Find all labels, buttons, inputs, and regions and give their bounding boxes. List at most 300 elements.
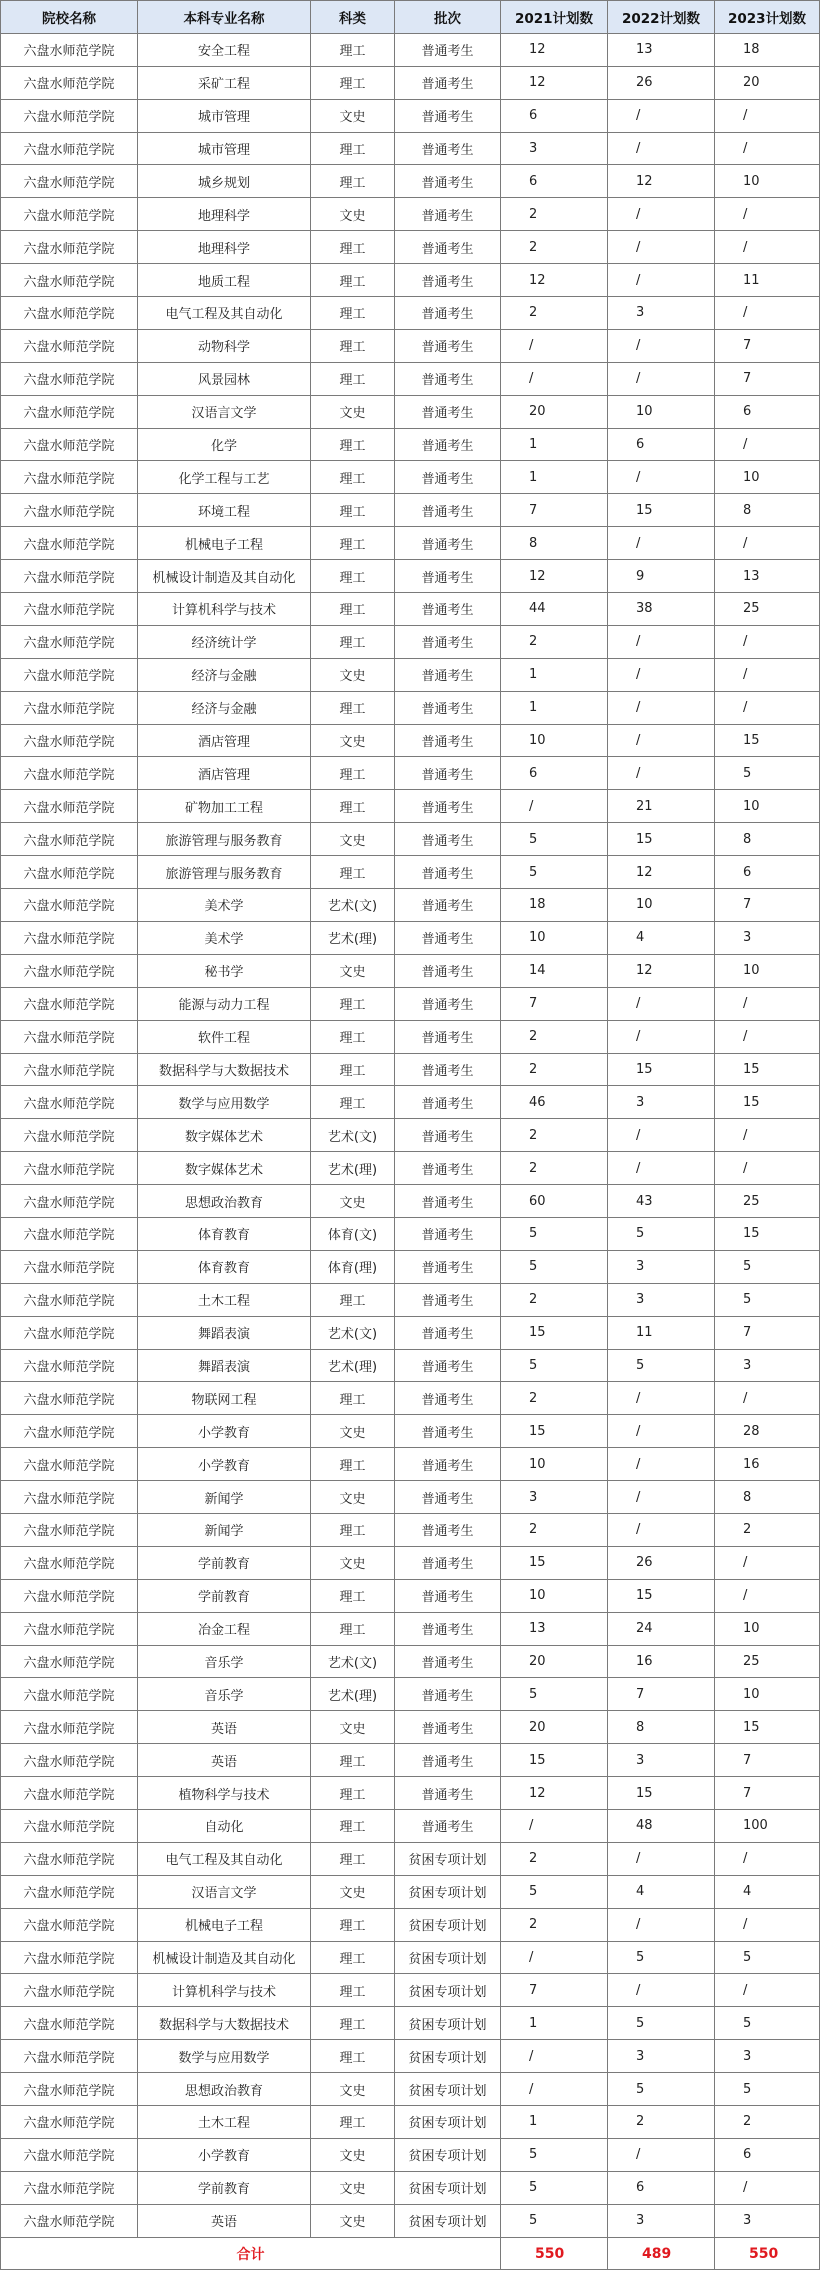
school-cell: 六盘水师范学院 bbox=[1, 1875, 138, 1908]
plan-2021-cell: 2 bbox=[501, 1053, 608, 1086]
major-cell: 能源与动力工程 bbox=[138, 987, 311, 1020]
plan-2023-cell: 3 bbox=[715, 1349, 820, 1382]
table-row bbox=[1, 560, 820, 593]
major-cell: 地质工程 bbox=[138, 264, 311, 297]
major-cell: 化学 bbox=[138, 428, 311, 461]
batch-cell: 普通考生 bbox=[395, 231, 501, 264]
plan-2021-cell: 13 bbox=[501, 1612, 608, 1645]
major-cell: 电气工程及其自动化 bbox=[138, 297, 311, 330]
plan-2021-cell: 10 bbox=[501, 724, 608, 757]
school-cell: 六盘水师范学院 bbox=[1, 1086, 138, 1119]
plan-2022-cell: 10 bbox=[608, 889, 715, 922]
plan-2021-cell: 5 bbox=[501, 2204, 608, 2237]
school-cell: 六盘水师范学院 bbox=[1, 1513, 138, 1546]
major-cell: 美术学 bbox=[138, 889, 311, 922]
batch-cell: 贫困专项计划 bbox=[395, 2007, 501, 2040]
plan-2023-cell: 3 bbox=[715, 921, 820, 954]
table-body bbox=[1, 33, 820, 2237]
plan-2023-cell: 5 bbox=[715, 1941, 820, 1974]
major-cell: 经济与金融 bbox=[138, 691, 311, 724]
table-row bbox=[1, 987, 820, 1020]
plan-2023-cell: 25 bbox=[715, 593, 820, 626]
batch-cell: 贫困专项计划 bbox=[395, 1974, 501, 2007]
plan-2023-cell: 7 bbox=[715, 1777, 820, 1810]
plan-2023-cell: 15 bbox=[715, 1711, 820, 1744]
category-cell: 理工 bbox=[311, 2007, 395, 2040]
plan-2022-cell: 6 bbox=[608, 2171, 715, 2204]
plan-2022-cell: 3 bbox=[608, 2204, 715, 2237]
batch-cell: 贫困专项计划 bbox=[395, 2073, 501, 2106]
category-cell: 理工 bbox=[311, 66, 395, 99]
school-cell: 六盘水师范学院 bbox=[1, 691, 138, 724]
plan-2023-cell: 15 bbox=[715, 724, 820, 757]
table-row bbox=[1, 1546, 820, 1579]
header-2022: 2022计划数 bbox=[608, 1, 715, 34]
table-row bbox=[1, 2040, 820, 2073]
batch-cell: 普通考生 bbox=[395, 198, 501, 231]
category-cell: 理工 bbox=[311, 527, 395, 560]
plan-2022-cell: 26 bbox=[608, 66, 715, 99]
major-cell: 机械电子工程 bbox=[138, 527, 311, 560]
table-row bbox=[1, 1645, 820, 1678]
plan-2022-cell: 5 bbox=[608, 1941, 715, 1974]
header-major: 本科专业名称 bbox=[138, 1, 311, 34]
major-cell: 小学教育 bbox=[138, 1448, 311, 1481]
school-cell: 六盘水师范学院 bbox=[1, 1711, 138, 1744]
header-category: 科类 bbox=[311, 1, 395, 34]
plan-2023-cell: / bbox=[715, 1908, 820, 1941]
plan-2023-cell: 13 bbox=[715, 560, 820, 593]
table-row bbox=[1, 198, 820, 231]
school-cell: 六盘水师范学院 bbox=[1, 1481, 138, 1514]
batch-cell: 普通考生 bbox=[395, 1152, 501, 1185]
plan-2021-cell: / bbox=[501, 1941, 608, 1974]
plan-2021-cell: 2 bbox=[501, 1908, 608, 1941]
plan-2021-cell: 12 bbox=[501, 560, 608, 593]
header-2023: 2023计划数 bbox=[715, 1, 820, 34]
school-cell: 六盘水师范学院 bbox=[1, 2040, 138, 2073]
plan-2022-cell: 13 bbox=[608, 33, 715, 66]
table-row bbox=[1, 1283, 820, 1316]
plan-2022-cell: / bbox=[608, 1382, 715, 1415]
batch-cell: 贫困专项计划 bbox=[395, 2204, 501, 2237]
plan-2021-cell: 12 bbox=[501, 66, 608, 99]
plan-2022-cell: 11 bbox=[608, 1316, 715, 1349]
plan-2021-cell: 15 bbox=[501, 1415, 608, 1448]
category-cell: 理工 bbox=[311, 625, 395, 658]
plan-2023-cell: 5 bbox=[715, 757, 820, 790]
batch-cell: 普通考生 bbox=[395, 1415, 501, 1448]
table-row bbox=[1, 1612, 820, 1645]
school-cell: 六盘水师范学院 bbox=[1, 33, 138, 66]
major-cell: 采矿工程 bbox=[138, 66, 311, 99]
school-cell: 六盘水师范学院 bbox=[1, 593, 138, 626]
header-school: 院校名称 bbox=[1, 1, 138, 34]
plan-2022-cell: 15 bbox=[608, 494, 715, 527]
plan-2022-cell: 5 bbox=[608, 1349, 715, 1382]
major-cell: 自动化 bbox=[138, 1809, 311, 1842]
school-cell: 六盘水师范学院 bbox=[1, 1415, 138, 1448]
plan-2022-cell: 3 bbox=[608, 1086, 715, 1119]
table-row bbox=[1, 2171, 820, 2204]
school-cell: 六盘水师范学院 bbox=[1, 2138, 138, 2171]
batch-cell: 普通考生 bbox=[395, 527, 501, 560]
major-cell: 地理科学 bbox=[138, 198, 311, 231]
plan-2022-cell: / bbox=[608, 724, 715, 757]
major-cell: 数学与应用数学 bbox=[138, 2040, 311, 2073]
school-cell: 六盘水师范学院 bbox=[1, 790, 138, 823]
school-cell: 六盘水师范学院 bbox=[1, 132, 138, 165]
plan-2023-cell: / bbox=[715, 1020, 820, 1053]
batch-cell: 普通考生 bbox=[395, 1020, 501, 1053]
table-row bbox=[1, 1777, 820, 1810]
major-cell: 旅游管理与服务教育 bbox=[138, 823, 311, 856]
table-row bbox=[1, 691, 820, 724]
plan-2022-cell: 15 bbox=[608, 1777, 715, 1810]
plan-2021-cell: 7 bbox=[501, 987, 608, 1020]
category-cell: 理工 bbox=[311, 790, 395, 823]
plan-2023-cell: / bbox=[715, 1382, 820, 1415]
batch-cell: 普通考生 bbox=[395, 395, 501, 428]
school-cell: 六盘水师范学院 bbox=[1, 1020, 138, 1053]
plan-2021-cell: 3 bbox=[501, 132, 608, 165]
plan-2023-cell: 16 bbox=[715, 1448, 820, 1481]
plan-2021-cell: / bbox=[501, 2040, 608, 2073]
plan-2021-cell: 7 bbox=[501, 494, 608, 527]
table-row bbox=[1, 1908, 820, 1941]
category-cell: 艺术(文) bbox=[311, 889, 395, 922]
category-cell: 艺术(理) bbox=[311, 1152, 395, 1185]
table-row bbox=[1, 1513, 820, 1546]
major-cell: 旅游管理与服务教育 bbox=[138, 856, 311, 889]
school-cell: 六盘水师范学院 bbox=[1, 889, 138, 922]
category-cell: 理工 bbox=[311, 494, 395, 527]
school-cell: 六盘水师范学院 bbox=[1, 264, 138, 297]
plan-2021-cell: 1 bbox=[501, 428, 608, 461]
plan-2021-cell: 6 bbox=[501, 757, 608, 790]
plan-2023-cell: 10 bbox=[715, 790, 820, 823]
plan-2023-cell: / bbox=[715, 132, 820, 165]
table-row bbox=[1, 658, 820, 691]
major-cell: 机械设计制造及其自动化 bbox=[138, 560, 311, 593]
school-cell: 六盘水师范学院 bbox=[1, 757, 138, 790]
school-cell: 六盘水师范学院 bbox=[1, 362, 138, 395]
plan-2021-cell: 5 bbox=[501, 1349, 608, 1382]
plan-2021-cell: 2 bbox=[501, 198, 608, 231]
batch-cell: 贫困专项计划 bbox=[395, 1908, 501, 1941]
plan-2021-cell: 1 bbox=[501, 2007, 608, 2040]
table-row bbox=[1, 1415, 820, 1448]
major-cell: 电气工程及其自动化 bbox=[138, 1842, 311, 1875]
school-cell: 六盘水师范学院 bbox=[1, 1448, 138, 1481]
total-label: 合计 bbox=[1, 2237, 501, 2270]
major-cell: 经济统计学 bbox=[138, 625, 311, 658]
school-cell: 六盘水师范学院 bbox=[1, 2073, 138, 2106]
plan-2023-cell: / bbox=[715, 1152, 820, 1185]
major-cell: 音乐学 bbox=[138, 1645, 311, 1678]
plan-2022-cell: 12 bbox=[608, 165, 715, 198]
plan-2022-cell: 26 bbox=[608, 1546, 715, 1579]
school-cell: 六盘水师范学院 bbox=[1, 658, 138, 691]
category-cell: 理工 bbox=[311, 757, 395, 790]
major-cell: 数据科学与大数据技术 bbox=[138, 1053, 311, 1086]
plan-2021-cell: 2 bbox=[501, 1119, 608, 1152]
category-cell: 文史 bbox=[311, 1481, 395, 1514]
batch-cell: 普通考生 bbox=[395, 1349, 501, 1382]
plan-2022-cell: 12 bbox=[608, 856, 715, 889]
plan-2023-cell: 7 bbox=[715, 1316, 820, 1349]
table-row bbox=[1, 1020, 820, 1053]
school-cell: 六盘水师范学院 bbox=[1, 2171, 138, 2204]
plan-2023-cell: 15 bbox=[715, 1217, 820, 1250]
plan-2021-cell: 44 bbox=[501, 593, 608, 626]
plan-2022-cell: / bbox=[608, 264, 715, 297]
plan-2023-cell: 8 bbox=[715, 494, 820, 527]
category-cell: 体育(理) bbox=[311, 1250, 395, 1283]
major-cell: 新闻学 bbox=[138, 1481, 311, 1514]
table-row bbox=[1, 1119, 820, 1152]
batch-cell: 贫困专项计划 bbox=[395, 2106, 501, 2139]
batch-cell: 贫困专项计划 bbox=[395, 2138, 501, 2171]
plan-2023-cell: 10 bbox=[715, 165, 820, 198]
batch-cell: 普通考生 bbox=[395, 1086, 501, 1119]
major-cell: 城乡规划 bbox=[138, 165, 311, 198]
table-row bbox=[1, 1217, 820, 1250]
table-row bbox=[1, 856, 820, 889]
category-cell: 艺术(文) bbox=[311, 1316, 395, 1349]
plan-2022-cell: / bbox=[608, 757, 715, 790]
table-row bbox=[1, 329, 820, 362]
plan-2022-cell: 4 bbox=[608, 1875, 715, 1908]
plan-2021-cell: 6 bbox=[501, 99, 608, 132]
header-2021: 2021计划数 bbox=[501, 1, 608, 34]
plan-2022-cell: / bbox=[608, 1119, 715, 1152]
plan-2023-cell: 5 bbox=[715, 2073, 820, 2106]
plan-2021-cell: 2 bbox=[501, 1513, 608, 1546]
table-header-row bbox=[1, 1, 820, 34]
table-row bbox=[1, 954, 820, 987]
plan-2021-cell: 12 bbox=[501, 1777, 608, 1810]
plan-2023-cell: 7 bbox=[715, 889, 820, 922]
school-cell: 六盘水师范学院 bbox=[1, 527, 138, 560]
table-row bbox=[1, 757, 820, 790]
plan-2023-cell: 6 bbox=[715, 856, 820, 889]
plan-2023-cell: / bbox=[715, 987, 820, 1020]
school-cell: 六盘水师范学院 bbox=[1, 1744, 138, 1777]
plan-2023-cell: 8 bbox=[715, 1481, 820, 1514]
school-cell: 六盘水师范学院 bbox=[1, 1777, 138, 1810]
category-cell: 理工 bbox=[311, 1744, 395, 1777]
major-cell: 舞蹈表演 bbox=[138, 1316, 311, 1349]
major-cell: 酒店管理 bbox=[138, 724, 311, 757]
plan-2022-cell: 43 bbox=[608, 1185, 715, 1218]
plan-2022-cell: 3 bbox=[608, 1283, 715, 1316]
school-cell: 六盘水师范学院 bbox=[1, 625, 138, 658]
batch-cell: 普通考生 bbox=[395, 1185, 501, 1218]
category-cell: 理工 bbox=[311, 2040, 395, 2073]
plan-2021-cell: 2 bbox=[501, 231, 608, 264]
category-cell: 文史 bbox=[311, 99, 395, 132]
table-row bbox=[1, 790, 820, 823]
plan-2023-cell: 11 bbox=[715, 264, 820, 297]
table-row bbox=[1, 428, 820, 461]
school-cell: 六盘水师范学院 bbox=[1, 2204, 138, 2237]
school-cell: 六盘水师范学院 bbox=[1, 954, 138, 987]
category-cell: 文史 bbox=[311, 954, 395, 987]
table-row bbox=[1, 264, 820, 297]
total-2023: 550 bbox=[715, 2237, 820, 2270]
school-cell: 六盘水师范学院 bbox=[1, 921, 138, 954]
plan-2021-cell: 1 bbox=[501, 461, 608, 494]
school-cell: 六盘水师范学院 bbox=[1, 395, 138, 428]
plan-2021-cell: 20 bbox=[501, 1645, 608, 1678]
table-row bbox=[1, 461, 820, 494]
category-cell: 文史 bbox=[311, 2073, 395, 2106]
batch-cell: 普通考生 bbox=[395, 823, 501, 856]
category-cell: 理工 bbox=[311, 1513, 395, 1546]
major-cell: 化学工程与工艺 bbox=[138, 461, 311, 494]
plan-2022-cell: / bbox=[608, 198, 715, 231]
school-cell: 六盘水师范学院 bbox=[1, 856, 138, 889]
table-row bbox=[1, 2007, 820, 2040]
table-row bbox=[1, 2138, 820, 2171]
total-row bbox=[1, 2237, 820, 2270]
plan-2021-cell: / bbox=[501, 790, 608, 823]
plan-2021-cell: 15 bbox=[501, 1546, 608, 1579]
table-row bbox=[1, 1678, 820, 1711]
table-row bbox=[1, 99, 820, 132]
school-cell: 六盘水师范学院 bbox=[1, 1217, 138, 1250]
table-row bbox=[1, 1250, 820, 1283]
plan-2021-cell: 15 bbox=[501, 1316, 608, 1349]
category-cell: 理工 bbox=[311, 1053, 395, 1086]
plan-2022-cell: 6 bbox=[608, 428, 715, 461]
school-cell: 六盘水师范学院 bbox=[1, 494, 138, 527]
batch-cell: 普通考生 bbox=[395, 757, 501, 790]
plan-2022-cell: / bbox=[608, 1513, 715, 1546]
plan-2022-cell: 2 bbox=[608, 2106, 715, 2139]
school-cell: 六盘水师范学院 bbox=[1, 1152, 138, 1185]
category-cell: 文史 bbox=[311, 2204, 395, 2237]
batch-cell: 普通考生 bbox=[395, 1809, 501, 1842]
plan-2023-cell: 5 bbox=[715, 1250, 820, 1283]
category-cell: 艺术(文) bbox=[311, 1645, 395, 1678]
batch-cell: 普通考生 bbox=[395, 954, 501, 987]
category-cell: 文史 bbox=[311, 1185, 395, 1218]
batch-cell: 普通考生 bbox=[395, 1382, 501, 1415]
plan-2023-cell: / bbox=[715, 99, 820, 132]
table-row bbox=[1, 1448, 820, 1481]
school-cell: 六盘水师范学院 bbox=[1, 1809, 138, 1842]
plan-2021-cell: 20 bbox=[501, 1711, 608, 1744]
plan-2021-cell: / bbox=[501, 1809, 608, 1842]
batch-cell: 普通考生 bbox=[395, 691, 501, 724]
category-cell: 理工 bbox=[311, 264, 395, 297]
plan-2023-cell: 6 bbox=[715, 2138, 820, 2171]
header-batch: 批次 bbox=[395, 1, 501, 34]
plan-2023-cell: / bbox=[715, 625, 820, 658]
table-row bbox=[1, 165, 820, 198]
plan-2021-cell: 2 bbox=[501, 297, 608, 330]
plan-2021-cell: 10 bbox=[501, 1579, 608, 1612]
category-cell: 理工 bbox=[311, 132, 395, 165]
batch-cell: 普通考生 bbox=[395, 593, 501, 626]
plan-2022-cell: / bbox=[608, 461, 715, 494]
plan-2022-cell: / bbox=[608, 1152, 715, 1185]
major-cell: 英语 bbox=[138, 1711, 311, 1744]
plan-2021-cell: 5 bbox=[501, 2171, 608, 2204]
category-cell: 文史 bbox=[311, 2138, 395, 2171]
plan-2022-cell: / bbox=[608, 658, 715, 691]
major-cell: 汉语言文学 bbox=[138, 1875, 311, 1908]
batch-cell: 普通考生 bbox=[395, 329, 501, 362]
plan-2021-cell: 60 bbox=[501, 1185, 608, 1218]
category-cell: 理工 bbox=[311, 1612, 395, 1645]
plan-2021-cell: 2 bbox=[501, 1283, 608, 1316]
plan-2023-cell: / bbox=[715, 527, 820, 560]
category-cell: 理工 bbox=[311, 691, 395, 724]
batch-cell: 普通考生 bbox=[395, 297, 501, 330]
plan-2023-cell: 10 bbox=[715, 461, 820, 494]
major-cell: 小学教育 bbox=[138, 1415, 311, 1448]
batch-cell: 普通考生 bbox=[395, 1711, 501, 1744]
table-row bbox=[1, 132, 820, 165]
plan-2023-cell: 10 bbox=[715, 1678, 820, 1711]
plan-2022-cell: / bbox=[608, 1974, 715, 2007]
category-cell: 理工 bbox=[311, 297, 395, 330]
batch-cell: 普通考生 bbox=[395, 66, 501, 99]
plan-2023-cell: 25 bbox=[715, 1185, 820, 1218]
plan-2021-cell: 2 bbox=[501, 1842, 608, 1875]
category-cell: 理工 bbox=[311, 2106, 395, 2139]
plan-2022-cell: 10 bbox=[608, 395, 715, 428]
major-cell: 学前教育 bbox=[138, 2171, 311, 2204]
plan-2022-cell: 7 bbox=[608, 1678, 715, 1711]
school-cell: 六盘水师范学院 bbox=[1, 329, 138, 362]
table-row bbox=[1, 1974, 820, 2007]
plan-2022-cell: 5 bbox=[608, 2007, 715, 2040]
table-row bbox=[1, 1086, 820, 1119]
batch-cell: 普通考生 bbox=[395, 1250, 501, 1283]
plan-2021-cell: 12 bbox=[501, 33, 608, 66]
major-cell: 数据科学与大数据技术 bbox=[138, 2007, 311, 2040]
plan-2021-cell: / bbox=[501, 362, 608, 395]
plan-2022-cell: 9 bbox=[608, 560, 715, 593]
school-cell: 六盘水师范学院 bbox=[1, 1612, 138, 1645]
plan-2023-cell: 7 bbox=[715, 1744, 820, 1777]
category-cell: 理工 bbox=[311, 1579, 395, 1612]
plan-2022-cell: / bbox=[608, 1415, 715, 1448]
plan-2023-cell: / bbox=[715, 1119, 820, 1152]
school-cell: 六盘水师范学院 bbox=[1, 165, 138, 198]
plan-2021-cell: 8 bbox=[501, 527, 608, 560]
plan-2021-cell: / bbox=[501, 329, 608, 362]
major-cell: 学前教育 bbox=[138, 1546, 311, 1579]
plan-2022-cell: 15 bbox=[608, 1579, 715, 1612]
plan-2022-cell: / bbox=[608, 987, 715, 1020]
batch-cell: 普通考生 bbox=[395, 1579, 501, 1612]
category-cell: 理工 bbox=[311, 1382, 395, 1415]
category-cell: 文史 bbox=[311, 198, 395, 231]
school-cell: 六盘水师范学院 bbox=[1, 1678, 138, 1711]
plan-2023-cell: 10 bbox=[715, 954, 820, 987]
plan-2022-cell: 16 bbox=[608, 1645, 715, 1678]
school-cell: 六盘水师范学院 bbox=[1, 1974, 138, 2007]
major-cell: 数字媒体艺术 bbox=[138, 1152, 311, 1185]
plan-2023-cell: / bbox=[715, 1974, 820, 2007]
batch-cell: 普通考生 bbox=[395, 1316, 501, 1349]
plan-2023-cell: 5 bbox=[715, 1283, 820, 1316]
